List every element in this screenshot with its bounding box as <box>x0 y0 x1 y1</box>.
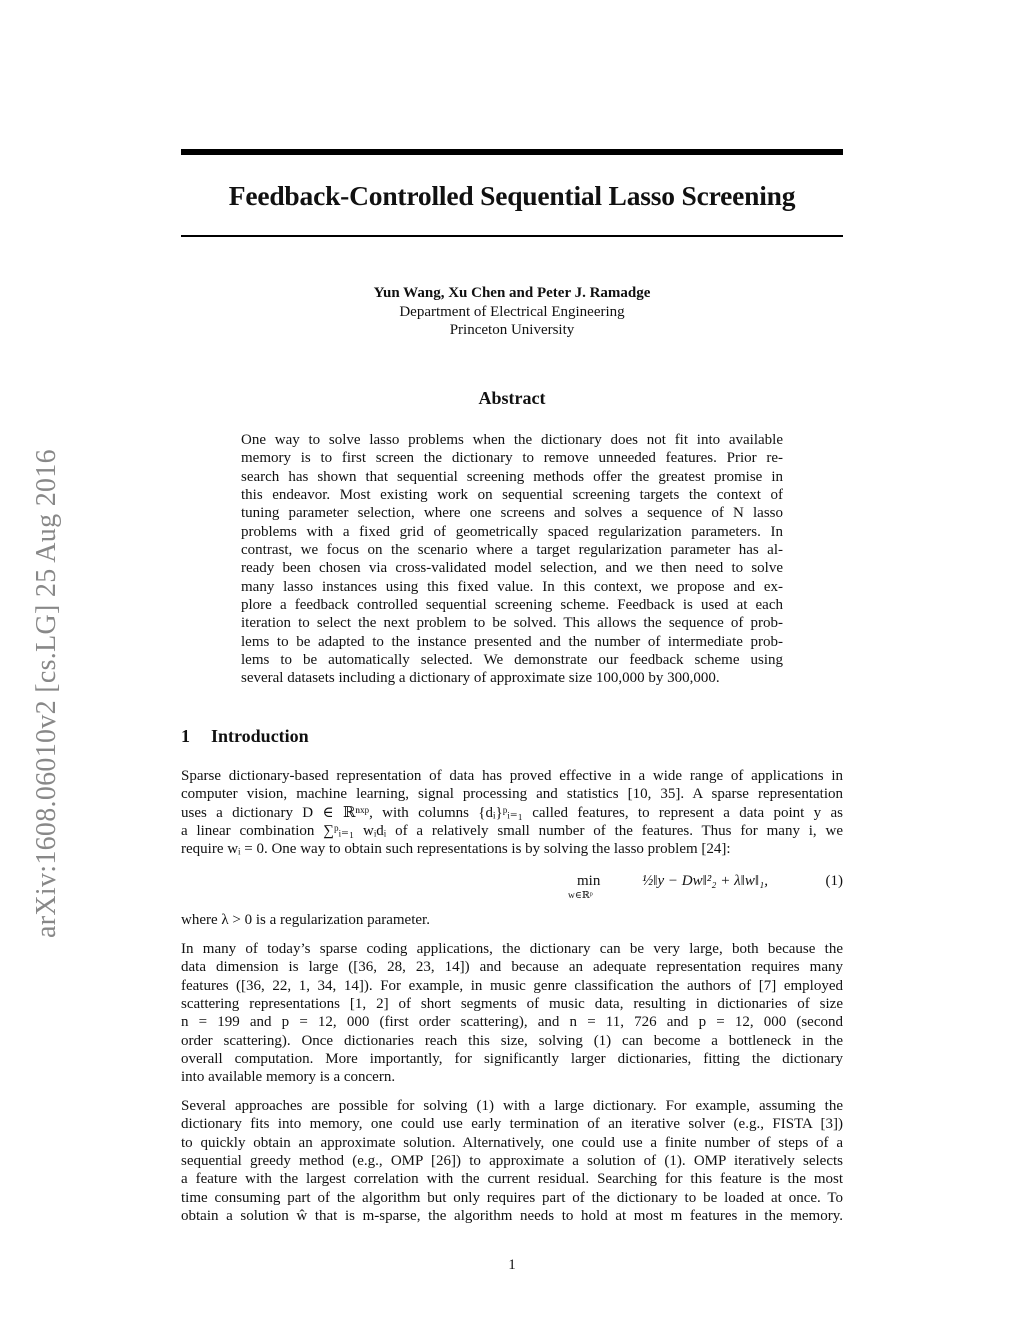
abstract-line: plore a feedback controlled sequential screening scheme. Feedback is used at each <box>241 596 783 613</box>
section-number: 1 <box>181 726 190 746</box>
where-line: where λ > 0 is a regularization parameter. <box>181 912 430 928</box>
author-block <box>181 284 843 340</box>
paragraph-line: into available memory is a concern. <box>181 1069 396 1086</box>
equation-number: (1) <box>825 873 843 889</box>
intro-paragraph-1 <box>181 767 843 859</box>
paragraph-line: computer vision, machine learning, signal processing and statistics [10, 35]. A sparse representation <box>181 786 843 803</box>
abstract-line: memory is to first screen the dictionary to remove unneeded features. Prior re- <box>241 450 783 467</box>
paragraph-line: to quickly obtain an approximate solution. Alternatively, one could use a finite number of steps of a <box>181 1134 843 1151</box>
abstract-line: lems to be automatically selected. We demonstrate our feedback scheme using <box>241 651 783 668</box>
arxiv-sidebar-stamp: arXiv:1608.06010v2 [cs.LG] 25 Aug 2016 <box>31 449 62 938</box>
abstract-line: ready been chosen via cross-validated model selection, and we then need to solve <box>241 560 783 577</box>
paragraph-line: time consuming part of the algorithm but only requires part of the dictionary to be loaded at once. To <box>181 1189 843 1206</box>
abstract-line: tuning parameter selection, where one screens and solves a sequence of N lasso <box>241 505 783 522</box>
title-rule-top <box>181 149 843 155</box>
abstract-line: several datasets including a dictionary of approximate size 100,000 by 300,000. <box>241 670 720 687</box>
abstract-body <box>241 431 783 688</box>
paragraph-line: a feature with the largest correlation with the current residual. Searching for this feature is the most <box>181 1171 843 1188</box>
abstract-line: many lasso instances using this fixed value. In this context, we propose and ex- <box>241 578 783 595</box>
paragraph-line: scattering representations [1, 2] of short segments of music data, resulting in dictionaries of size <box>181 995 843 1012</box>
paragraph-line: data dimension is large ([36, 28, 23, 14]) and because an adequate representation requires many <box>181 959 843 976</box>
page-number: 1 <box>508 1257 516 1273</box>
paragraph-line: order scattering). Once dictionaries reach this size, solving (1) can become a bottleneck in the <box>181 1032 843 1049</box>
paragraph-line: obtain a solution ŵ that is m-sparse, the algorithm needs to hold at most m features in the memory. <box>181 1207 843 1224</box>
abstract-line: problems with a fixed grid of geometrically spaced regularization parameters. In <box>241 523 783 540</box>
paragraph-line: features ([36, 22, 1, 34, 14]). For example, in music genre classification the authors of [7] employed <box>181 977 843 994</box>
abstract-line: One way to solve lasso problems when the dictionary does not fit into available <box>241 432 783 448</box>
abstract-line: lems to be adapted to the instance presented and the number of intermediate prob- <box>241 633 783 650</box>
section-heading <box>181 724 309 748</box>
author-names: Yun Wang, Xu Chen and Peter J. Ramadge <box>373 285 651 301</box>
intro-paragraph-2 <box>181 940 843 1087</box>
paragraph-line: overall computation. More importantly, for significantly larger dictionaries, fitting the dictionary <box>181 1050 843 1067</box>
paragraph-line: uses a dictionary D ∈ ℝⁿˣᵖ, with columns {dᵢ}ᵖᵢ₌₁ called features, to represent a data point y as <box>181 804 843 821</box>
abstract-line: contrast, we focus on the scenario where a target regularization parameter has al- <box>241 541 783 558</box>
author-department: Department of Electrical Engineering <box>399 303 625 320</box>
paragraph-line: a linear combination ∑ᵖᵢ₌₁ wᵢdᵢ of a relatively small number of the features. Thus for many i, we <box>181 822 843 839</box>
where-line-block <box>181 911 843 929</box>
paragraph-line: Sparse dictionary-based representation of data has proved effective in a wide range of applications in <box>181 768 843 784</box>
equation-min-operator: min <box>577 873 601 889</box>
abstract-line: iteration to select the next problem to be solved. This allows the sequence of prob- <box>241 615 783 632</box>
paragraph-line: Several approaches are possible for solving (1) with a large dictionary. For example, assuming the <box>181 1098 843 1114</box>
equation-1 <box>181 870 843 902</box>
abstract-heading: Abstract <box>478 388 546 408</box>
title-rule-bottom <box>181 235 843 237</box>
equation-min-subscript: w∈ℝᵖ <box>568 891 593 901</box>
author-university: Princeton University <box>449 322 575 338</box>
abstract-line: search has shown that sequential screening methods offer the greatest promise in <box>241 468 783 485</box>
paragraph-line: In many of today’s sparse coding applications, the dictionary can be very large, both because the <box>181 941 843 957</box>
paragraph-line: sequential greedy method (e.g., OMP [26]) to approximate a solution of (1). OMP iteratively selects <box>181 1152 843 1169</box>
section-title: Introduction <box>211 726 309 746</box>
paragraph-line: dictionary fits into memory, one could use early termination of an iterative solver (e.g., FISTA [3]) <box>181 1116 843 1133</box>
paper-title: Feedback-Controlled Sequential Lasso Screening <box>228 180 796 211</box>
abstract-line: this endeavor. Most existing work on sequential screening targets the context of <box>241 486 783 503</box>
intro-paragraph-3 <box>181 1097 843 1225</box>
equation-body: ½‖y − Dw‖²₂ + λ‖w‖₁, <box>642 873 769 889</box>
paragraph-line: require wᵢ = 0. One way to obtain such representations is by solving the lasso problem [24]: <box>181 841 731 858</box>
paragraph-line: n = 199 and p = 12, 000 (first order scattering), and n = 11, 726 and p = 12, 000 (second <box>181 1014 843 1031</box>
